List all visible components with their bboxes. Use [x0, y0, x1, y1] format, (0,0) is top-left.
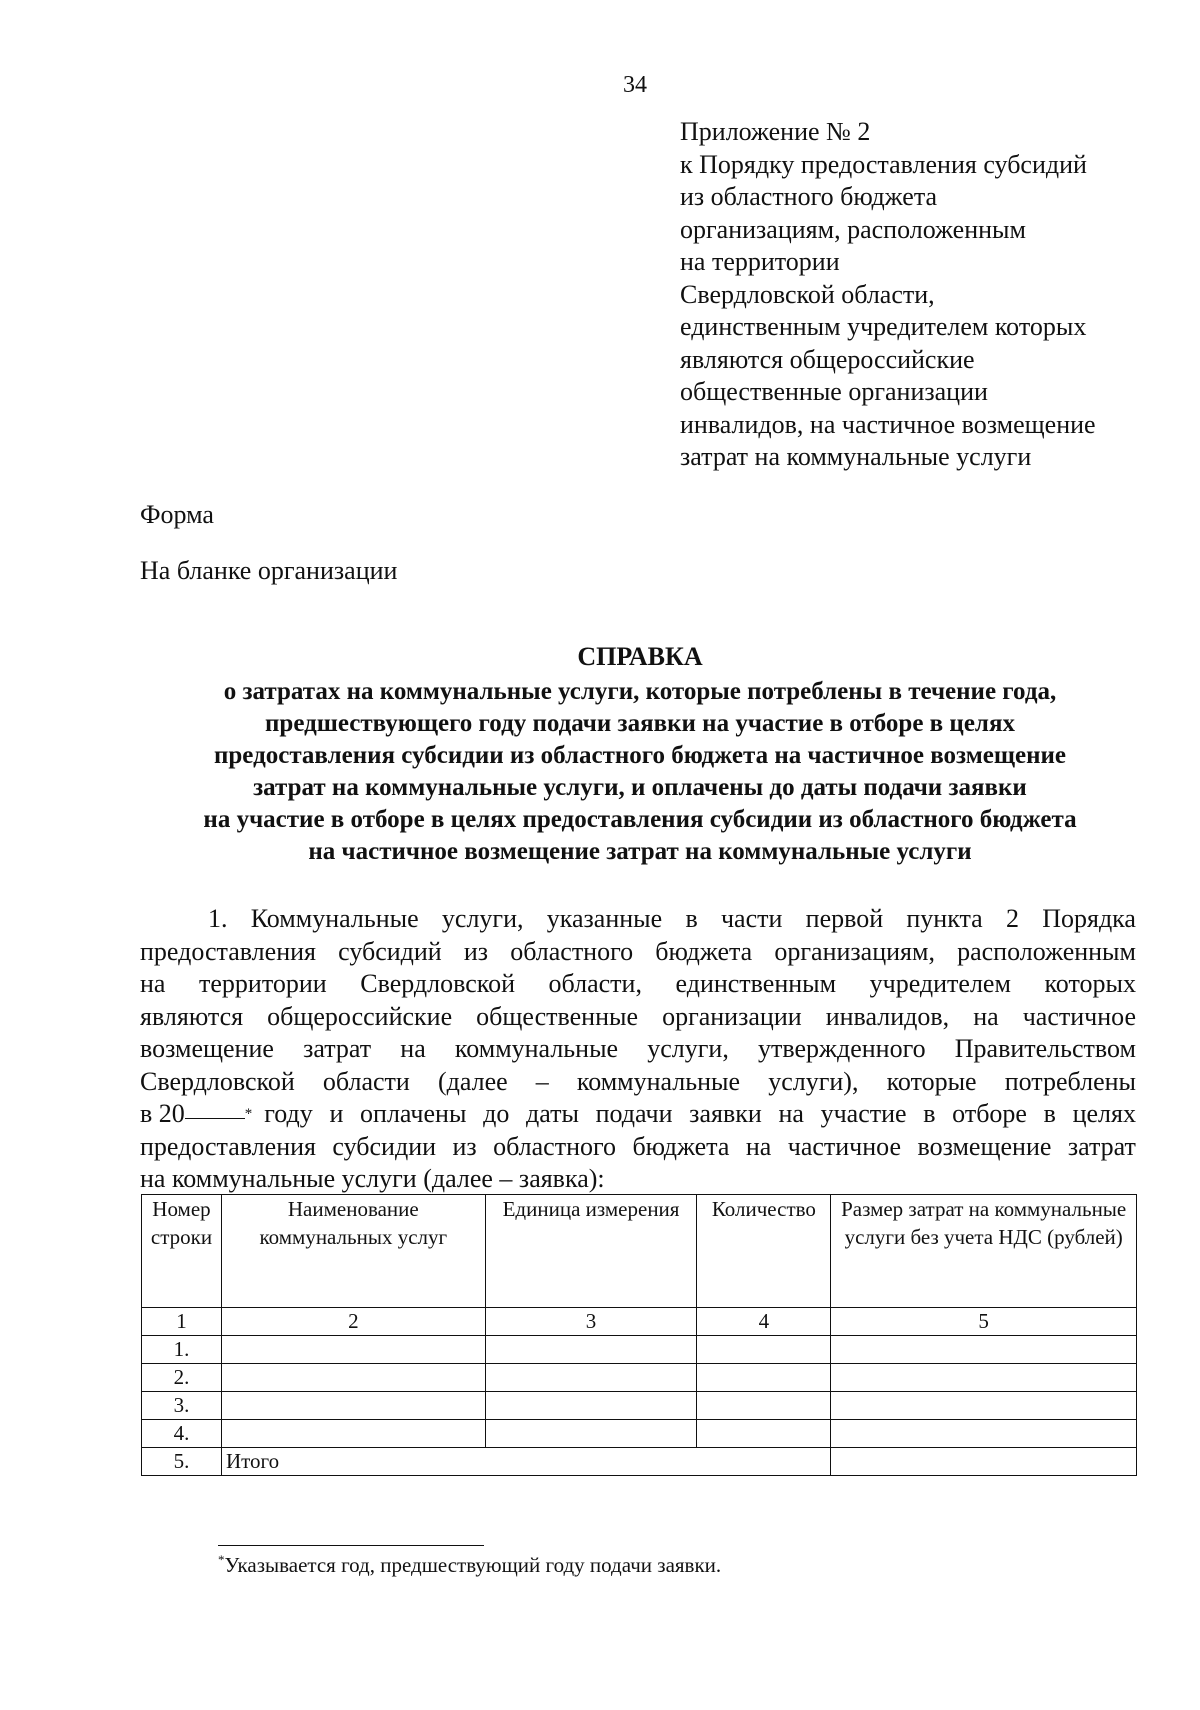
subtitle-line: затрат на коммунальные услуги, и оплачены до даты подачи заявки	[253, 774, 1027, 801]
paragraph-line-year	[140, 1098, 1136, 1131]
table-row	[142, 1420, 1137, 1448]
blank-label: На бланке организации	[140, 556, 398, 585]
column-number: 5	[831, 1308, 1137, 1336]
column-number-row	[142, 1308, 1137, 1336]
paragraph-line: на коммунальные услуги (далее – заявка):	[140, 1164, 605, 1193]
subtitle-line: на частичное возмещение затрат на коммунальные услуги	[308, 838, 972, 865]
cell-unit[interactable]	[485, 1336, 697, 1364]
row-number: 2.	[142, 1364, 222, 1392]
paragraph-line: 1. Коммунальные услуги, указанные в части первой пункта 2 Порядка	[208, 904, 1136, 933]
appendix-line: к Порядку предоставления субсидий	[680, 149, 1087, 179]
paragraph-line: являются общероссийские общественные организации инвалидов, на частичное	[140, 1001, 1136, 1031]
cell-cost[interactable]	[831, 1420, 1137, 1448]
table-header-row	[142, 1195, 1137, 1308]
header-service-name: Наименование коммунальных услуг	[221, 1195, 485, 1308]
year-blank	[185, 1098, 245, 1119]
costs-table	[141, 1194, 1137, 1476]
row-number: 3.	[142, 1392, 222, 1420]
footnote-mark: *	[218, 1552, 225, 1567]
paragraph-line: возмещение затрат на коммунальные услуги, утвержденного Правительством	[140, 1034, 1136, 1063]
table-row	[142, 1392, 1137, 1420]
appendix-line: на территории	[680, 247, 840, 276]
cell-service-name[interactable]	[221, 1336, 485, 1364]
cell-cost[interactable]	[831, 1364, 1137, 1392]
table-row	[142, 1364, 1137, 1392]
table-total-row	[142, 1448, 1137, 1476]
subtitle-line: предоставления субсидии из областного бюджета на частичное возмещение	[214, 742, 1066, 769]
appendix-line: общественные организации	[680, 377, 988, 406]
footnote-divider	[218, 1545, 484, 1546]
page-number: 34	[623, 72, 647, 98]
row-number: 1.	[142, 1336, 222, 1364]
appendix-line: единственным учредителем которых	[680, 312, 1087, 341]
appendix-line: затрат на коммунальные услуги	[680, 442, 1032, 471]
cell-unit[interactable]	[485, 1392, 697, 1420]
header-quantity: Количество	[697, 1195, 831, 1308]
cell-quantity[interactable]	[697, 1364, 831, 1392]
cell-service-name[interactable]	[221, 1420, 485, 1448]
main-paragraph	[140, 903, 1136, 1196]
appendix-line: организациям, расположенным	[680, 214, 1026, 244]
paragraph-line: на территории Свердловской области, единственным учредителем которых	[140, 969, 1136, 998]
column-number: 1	[142, 1308, 222, 1336]
paragraph-line: предоставления субсидии из областного бюджета на частичное возмещение затрат	[140, 1131, 1136, 1161]
cell-total-cost[interactable]	[831, 1448, 1137, 1476]
footnote-mark: *	[244, 1106, 253, 1122]
footnote	[218, 1552, 721, 1578]
column-number: 2	[221, 1308, 485, 1336]
document-subtitle	[130, 676, 1150, 868]
footnote-text: Указывается год, предшествующий году подачи заявки.	[224, 1553, 722, 1577]
cell-unit[interactable]	[485, 1364, 697, 1392]
cell-cost[interactable]	[831, 1392, 1137, 1420]
cell-service-name[interactable]	[221, 1392, 485, 1420]
subtitle-line: предшествующего году подачи заявки на участие в отборе в целях	[265, 710, 1015, 737]
cell-unit[interactable]	[485, 1420, 697, 1448]
subtitle-line: о затратах на коммунальные услуги, которые потреблены в течение года,	[223, 678, 1057, 705]
year-prefix: в 20	[140, 1099, 185, 1128]
form-label: Форма	[140, 500, 214, 529]
table-row	[142, 1336, 1137, 1364]
cell-quantity[interactable]	[697, 1420, 831, 1448]
cell-service-name[interactable]	[221, 1364, 485, 1392]
appendix-line: инвалидов, на частичное возмещение	[680, 409, 1096, 439]
appendix-header	[680, 116, 1150, 474]
appendix-line: из областного бюджета	[680, 182, 938, 211]
column-number: 3	[485, 1308, 697, 1336]
document-title: СПРАВКА	[577, 642, 703, 671]
appendix-line: Свердловской области,	[680, 279, 935, 309]
header-row-number: Номер строки	[142, 1195, 222, 1308]
cell-quantity[interactable]	[697, 1392, 831, 1420]
row-number: 4.	[142, 1420, 222, 1448]
subtitle-line: на участие в отборе в целях предоставления субсидии из областного бюджета	[203, 806, 1077, 833]
header-cost: Размер затрат на коммунальные услуги без учета НДС (рублей)	[831, 1195, 1137, 1308]
appendix-line: являются общероссийские	[680, 344, 975, 374]
appendix-line: Приложение № 2	[680, 117, 871, 146]
header-unit: Единица измерения	[485, 1195, 697, 1308]
paragraph-line: предоставления субсидий из областного бюджета организациям, расположенным	[140, 936, 1136, 966]
row-number: 5.	[142, 1448, 222, 1476]
year-suffix: году и оплачены до даты подачи заявки на участие в отборе в целях	[264, 1099, 1136, 1128]
cell-cost[interactable]	[831, 1336, 1137, 1364]
paragraph-line: Свердловской области (далее – коммунальные услуги), которые потреблены	[140, 1066, 1136, 1096]
cell-quantity[interactable]	[697, 1336, 831, 1364]
total-label: Итого	[221, 1448, 830, 1476]
column-number: 4	[697, 1308, 831, 1336]
